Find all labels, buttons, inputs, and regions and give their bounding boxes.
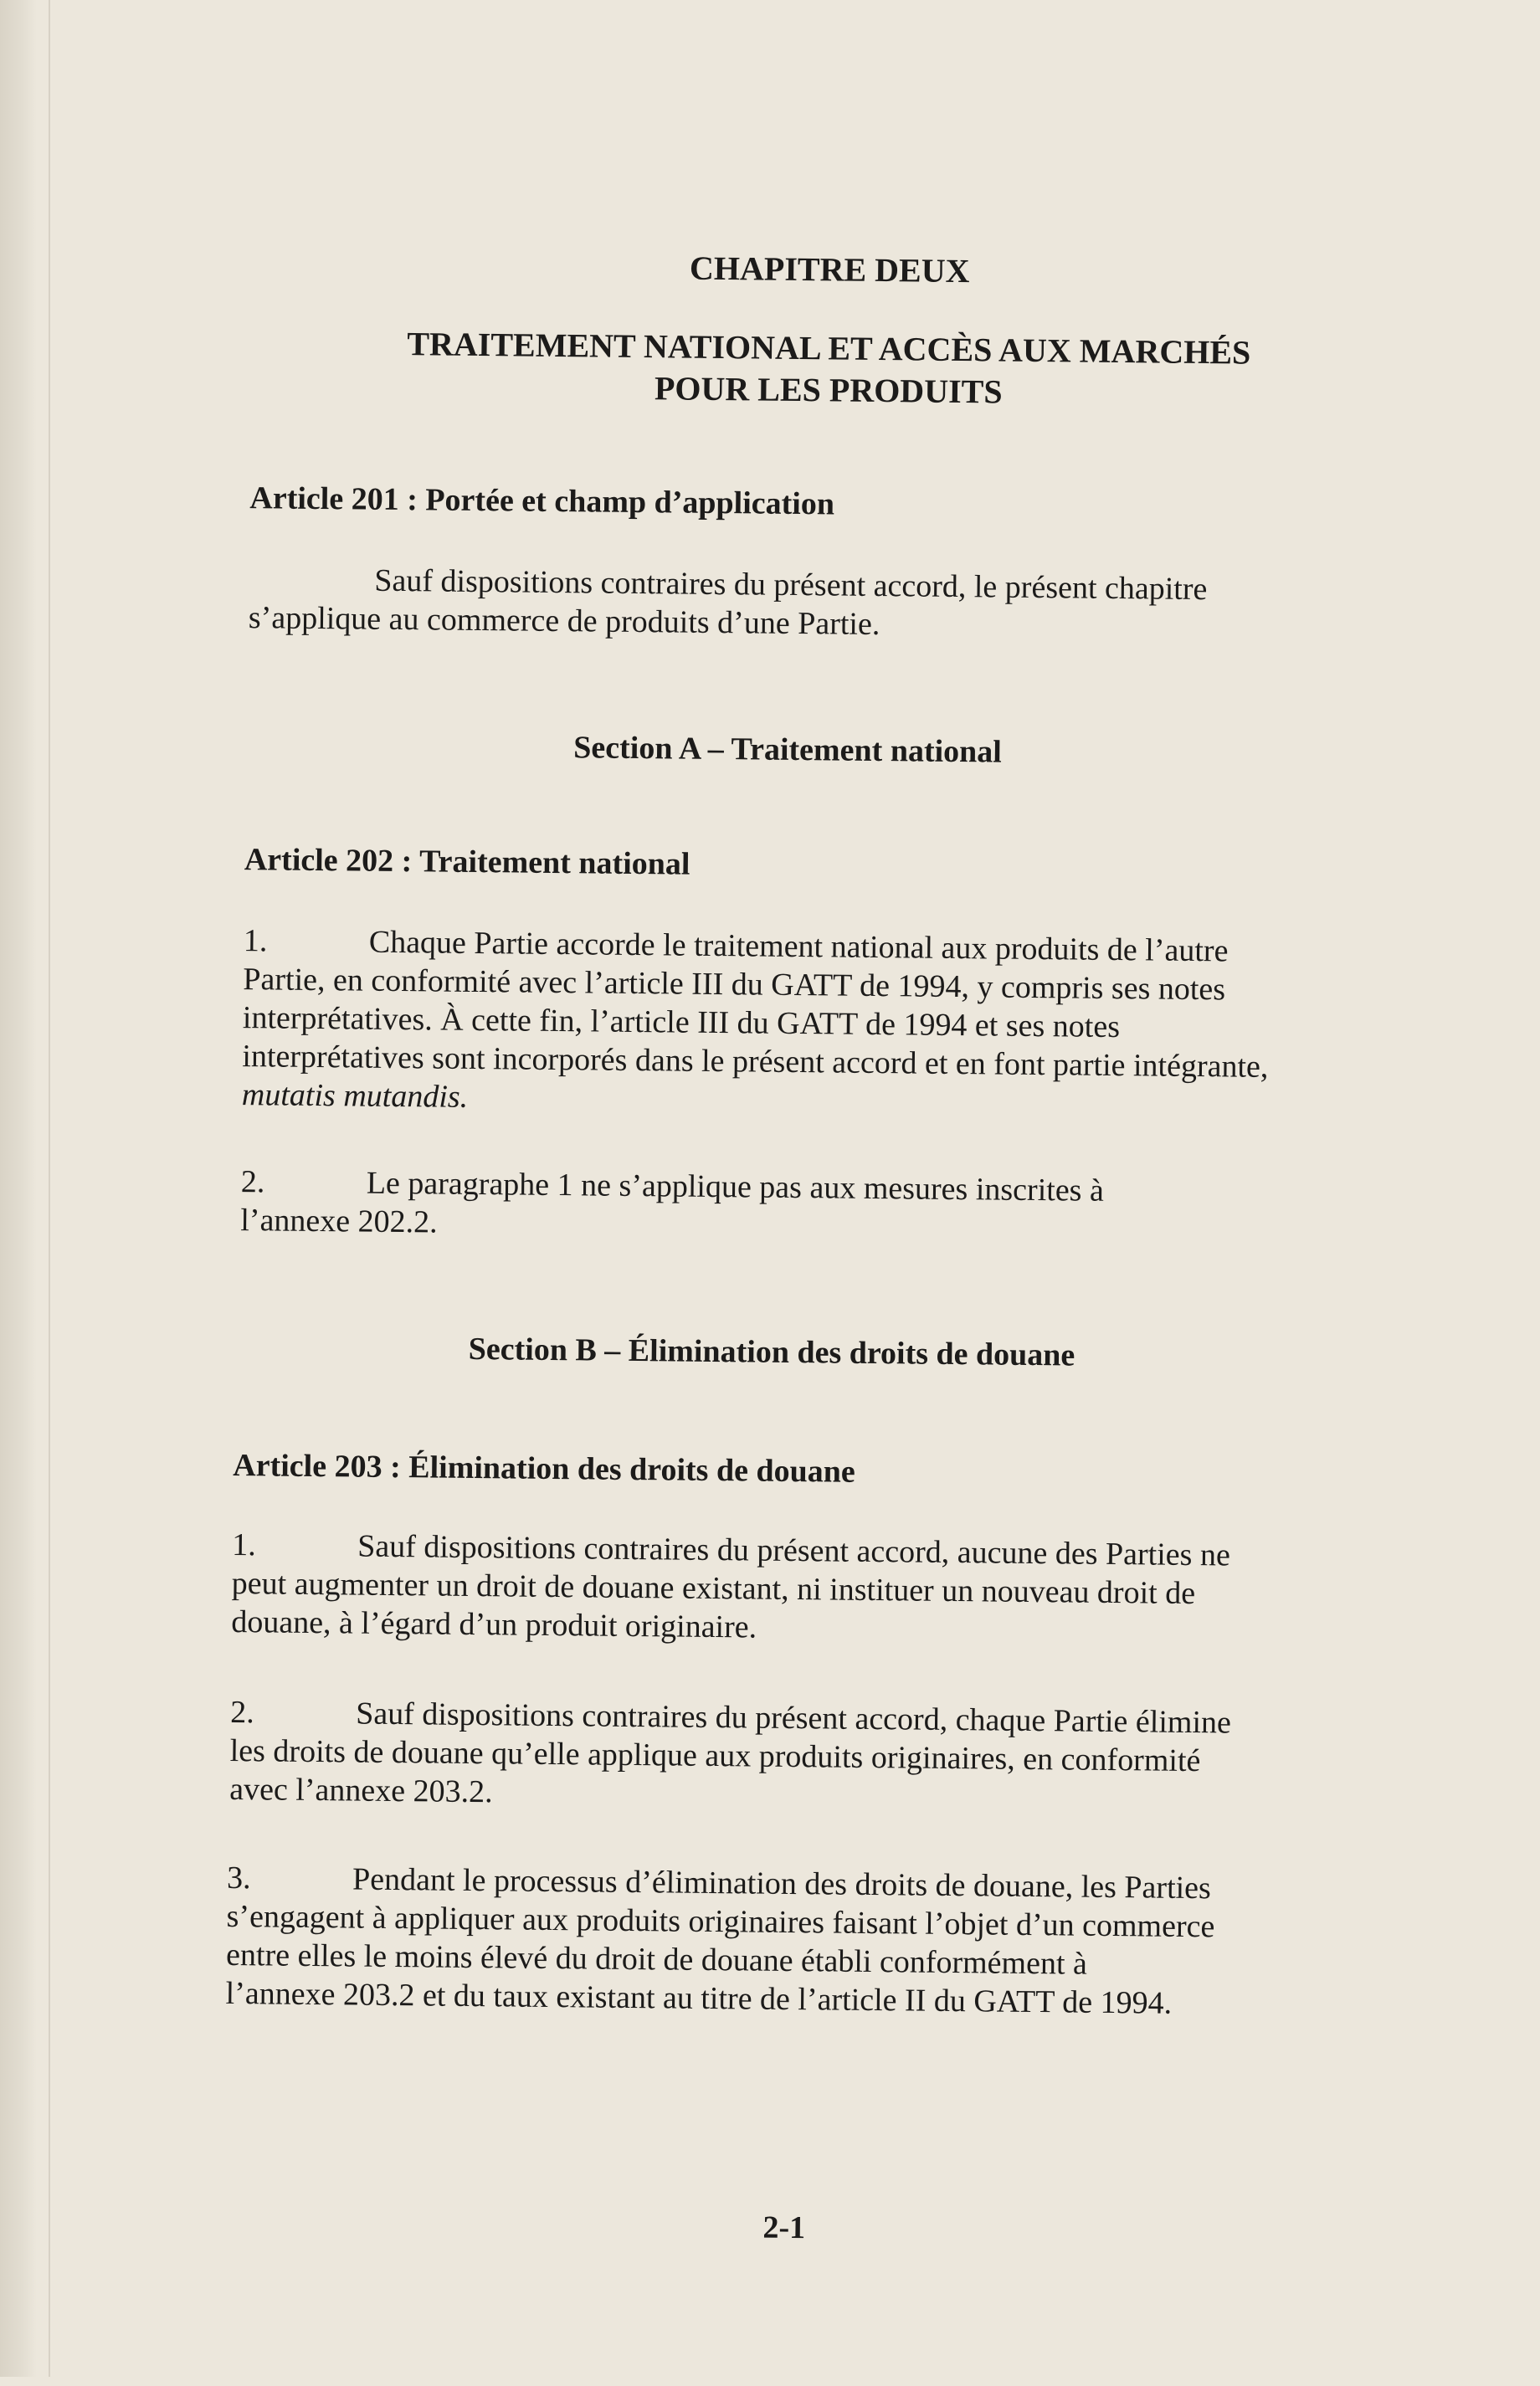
article-203-p1-line-3: douane, à l’égard d’un produit originaire. — [231, 1603, 757, 1645]
article-203-p3-line-2: s’engagent à appliquer aux produits originaires faisant l’objet d’un commerce — [226, 1898, 1215, 1945]
article-201-text — [249, 560, 1346, 649]
article-203-p1-line-1: Sauf dispositions contraires du présent accord, aucune des Parties ne — [357, 1528, 1231, 1573]
article-201-line-1: Sauf dispositions contraires du présent accord, le présent chapitre — [374, 562, 1208, 608]
paragraph-number: 1. — [232, 1527, 257, 1563]
article-202-paragraph-1 — [242, 921, 1340, 1126]
paragraph-number: 1. — [243, 923, 268, 959]
paragraph-number: 2. — [240, 1164, 265, 1200]
section-a-heading: Section A – Traitement national — [573, 730, 1003, 770]
article-203-heading: Article 203 : Élimination des droits de douane — [233, 1447, 855, 1490]
article-203-p2-line-3: avec l’annexe 203.2. — [229, 1771, 493, 1810]
article-202-p1-line-4: interprétatives sont incorporés dans le présent accord et en font partie intégrante, — [242, 1039, 1269, 1085]
article-202-heading: Article 202 : Traitement national — [244, 842, 690, 882]
article-202-p2-line-1: Le paragraphe 1 ne s’applique pas aux mesures inscrites à — [366, 1165, 1105, 1208]
paragraph-number: 3. — [226, 1860, 251, 1896]
article-201-line-2: s’applique au commerce de produits d’une Partie. — [248, 600, 880, 643]
article-203-p3-line-1: Pendant le processus d’élimination des droits de douane, les Parties — [352, 1861, 1212, 1906]
article-202-paragraph-2 — [240, 1162, 1337, 1251]
article-203-paragraph-2 — [229, 1693, 1327, 1820]
section-b-heading: Section B – Élimination des droits de douane — [468, 1331, 1075, 1373]
article-203-p2-line-2: les droits de douane qu’elle applique aux produits originaires, en conformité — [229, 1732, 1201, 1779]
article-202-p1-line-5: mutatis mutandis. — [241, 1077, 469, 1115]
article-203-p1-line-2: peut augmenter un droit de douane existant, ni instituer un nouveau droit de — [231, 1565, 1196, 1612]
article-203-p3-line-4: l’annexe 203.2 et du taux existant au titre de l’article II du GATT de 1994. — [225, 1975, 1173, 2021]
article-202-p2-line-2: l’annexe 202.2. — [240, 1203, 438, 1240]
article-202-p1-line-1: Chaque Partie accorde le traitement national aux produits de l’autre — [368, 924, 1229, 969]
article-203-p2-line-1: Sauf dispositions contraires du présent accord, chaque Partie élimine — [355, 1696, 1232, 1741]
article-203-paragraph-3 — [225, 1859, 1323, 2024]
article-203-paragraph-1 — [231, 1526, 1328, 1653]
main-title-line-1: TRAITEMENT NATIONAL ET ACCÈS AUX MARCHÉS — [407, 325, 1251, 372]
paragraph-number: 2. — [229, 1694, 254, 1731]
article-202-p1-line-3: interprétatives. À cette fin, l’article III du GATT de 1994 et ses notes — [242, 1000, 1121, 1045]
article-201-heading: Article 201 : Portée et champ d’application — [249, 480, 835, 522]
chapter-title: CHAPITRE DEUX — [689, 249, 970, 290]
page-number: 2-1 — [762, 2209, 806, 2246]
main-title-line-2: POUR LES PRODUITS — [654, 369, 1003, 411]
article-202-p1-line-2: Partie, en conformité avec l’article III du GATT de 1994, y compris ses notes — [243, 962, 1226, 1008]
article-203-p3-line-3: entre elles le moins élevé du droit de douane établi conformément à — [225, 1937, 1088, 1982]
